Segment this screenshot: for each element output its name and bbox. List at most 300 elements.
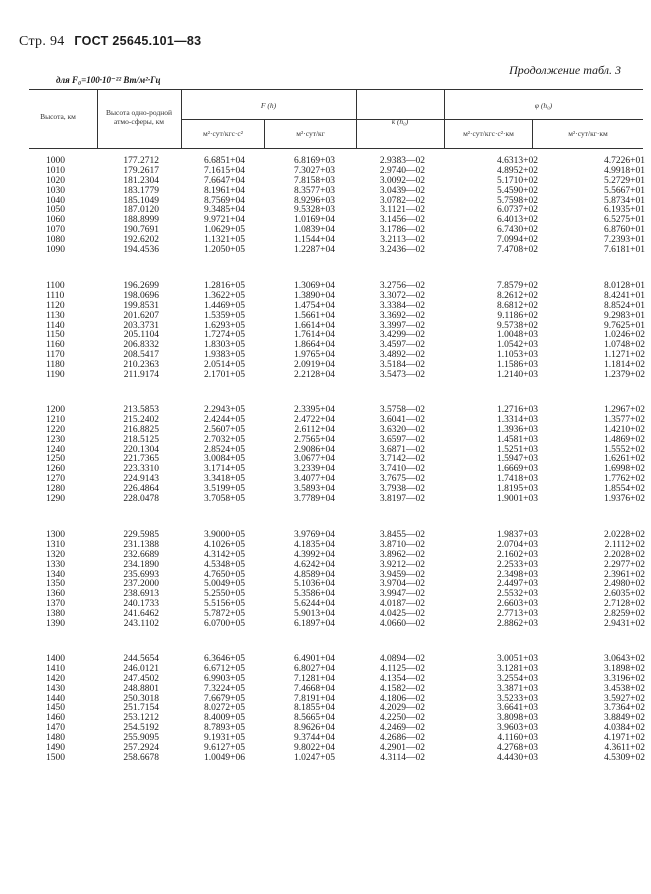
cell-height: 1000 <box>46 156 65 166</box>
cell-k: 3.9212—02 <box>379 559 425 570</box>
table-row <box>0 620 651 630</box>
cell-phi-kg: 1.0748+02 <box>604 340 645 351</box>
cell-phi-kgs: 2.1602+03 <box>497 549 538 560</box>
cell-F-kgs: 3.5199+05 <box>204 484 245 495</box>
table-row <box>0 371 651 381</box>
cell-height: 1270 <box>46 474 65 485</box>
cell-atm-height: 224.9143 <box>123 474 159 485</box>
cell-phi-kgs: 3.5233+03 <box>497 693 538 704</box>
cell-F-kgs: 1.5359+05 <box>204 310 245 321</box>
cell-phi-kgs: 3.8098+03 <box>497 713 538 724</box>
cell-F-kg: 1.8664+04 <box>294 340 335 351</box>
cell-F-kgs: 1.2816+05 <box>204 281 245 291</box>
cell-atm-height: 201.6207 <box>123 310 159 321</box>
cell-k: 3.7410—02 <box>379 464 425 475</box>
cell-F-kgs: 5.0049+05 <box>204 579 245 590</box>
cell-phi-kgs: 6.4013+02 <box>497 215 538 226</box>
table-condition: для F₀=100·10⁻²² Вт/м²·Гц <box>56 75 161 85</box>
cell-F-kgs: 7.3224+05 <box>204 683 245 694</box>
cell-F-kgs: 8.4009+05 <box>204 713 245 724</box>
cell-atm-height: 216.8825 <box>123 424 159 435</box>
table-continuation: Продолжение табл. 3 <box>509 63 621 77</box>
cell-k: 3.0782—02 <box>379 195 425 206</box>
cell-k: 2.9740—02 <box>379 165 425 176</box>
cell-k: 3.3692—02 <box>379 310 425 321</box>
cell-k: 3.0439—02 <box>379 185 425 196</box>
cell-phi-kgs: 4.1160+03 <box>497 733 538 744</box>
cell-height: 1450 <box>46 703 65 714</box>
cell-k: 4.1582—02 <box>379 683 425 694</box>
cell-F-kgs: 7.1615+04 <box>204 165 245 176</box>
cell-phi-kgs: 4.4430+03 <box>497 752 538 763</box>
cell-phi-kg: 2.4980+02 <box>604 579 645 590</box>
header-top-rule <box>29 89 643 90</box>
cell-phi-kgs: 1.4581+03 <box>497 434 538 445</box>
cell-F-kg: 2.2128+04 <box>294 370 335 381</box>
cell-height: 1080 <box>46 235 65 246</box>
cell-phi-kgs: 1.0542+03 <box>497 340 538 351</box>
cell-atm-height: 183.1779 <box>123 185 159 196</box>
cell-F-kg: 3.2339+04 <box>294 464 335 475</box>
cell-F-kg: 4.3992+04 <box>294 549 335 560</box>
cell-atm-height: 190.7691 <box>123 225 159 236</box>
cell-k: 4.3114—02 <box>380 752 425 763</box>
cell-phi-kgs: 7.0994+02 <box>497 235 538 246</box>
cell-k: 3.1786—02 <box>379 225 425 236</box>
cell-F-kg: 2.9086+04 <box>294 444 335 455</box>
cell-phi-kg: 2.2977+02 <box>604 559 645 570</box>
cell-phi-kgs: 1.2716+03 <box>497 405 538 415</box>
cell-F-kg: 1.0247+05 <box>294 752 335 763</box>
cell-height: 1190 <box>46 370 65 381</box>
standard-number: ГОСТ 25645.101—83 <box>74 34 202 48</box>
cell-F-kgs: 2.4244+05 <box>204 414 245 425</box>
col-header-atm-height: Высота одно-родной атмо-сферы, км <box>105 108 173 126</box>
cell-atm-height: 255.9095 <box>123 733 159 744</box>
cell-atm-height: 247.4502 <box>123 673 159 684</box>
header-divider <box>444 89 445 149</box>
cell-F-kgs: 4.3142+05 <box>204 549 245 560</box>
cell-phi-kg: 3.0643+02 <box>604 654 645 664</box>
header-divider <box>181 89 182 149</box>
cell-height: 1120 <box>46 300 65 311</box>
cell-atm-height: 203.3731 <box>123 320 159 331</box>
cell-height: 1110 <box>46 290 65 301</box>
cell-F-kgs: 6.6712+05 <box>204 663 245 674</box>
cell-k: 3.4892—02 <box>379 350 425 361</box>
table-row <box>0 495 651 505</box>
cell-F-kgs: 2.8524+05 <box>204 444 245 455</box>
cell-F-kgs: 3.9000+05 <box>204 530 245 540</box>
cell-F-kgs: 6.0700+05 <box>204 619 245 630</box>
cell-atm-height: 235.6993 <box>123 569 159 580</box>
cell-phi-kg: 3.3196+02 <box>604 673 645 684</box>
cell-height: 1500 <box>46 752 65 763</box>
cell-phi-kgs: 1.5947+03 <box>497 454 538 465</box>
cell-phi-kg: 1.6998+02 <box>604 464 645 475</box>
cell-F-kgs: 5.5156+05 <box>204 599 245 610</box>
cell-height: 1240 <box>46 444 65 455</box>
cell-phi-kgs: 1.0048+03 <box>497 330 538 341</box>
cell-k: 3.5758—02 <box>379 405 425 415</box>
cell-phi-kg: 2.3961+02 <box>604 569 645 580</box>
cell-F-kgs: 1.6293+05 <box>204 320 245 331</box>
cell-k: 3.3997—02 <box>379 320 425 331</box>
cell-F-kg: 8.5665+04 <box>294 713 335 724</box>
cell-F-kgs: 1.7274+05 <box>204 330 245 341</box>
cell-phi-kg: 1.2379+02 <box>604 370 645 381</box>
cell-phi-kgs: 7.8579+02 <box>497 281 538 291</box>
cell-F-kg: 3.9769+04 <box>294 530 335 540</box>
cell-phi-kgs: 1.8195+03 <box>497 484 538 495</box>
cell-height: 1460 <box>46 713 65 724</box>
cell-atm-height: 248.8801 <box>123 683 159 694</box>
cell-atm-height: 228.0478 <box>123 494 159 505</box>
cell-height: 1390 <box>46 619 65 630</box>
cell-height: 1290 <box>46 494 65 505</box>
cell-height: 1310 <box>46 539 65 550</box>
cell-atm-height: 218.5125 <box>123 434 159 445</box>
cell-atm-height: 210.2363 <box>123 360 159 371</box>
cell-k: 3.2436—02 <box>379 245 425 256</box>
cell-height: 1090 <box>46 245 65 256</box>
cell-F-kgs: 2.7032+05 <box>204 434 245 445</box>
cell-F-kg: 2.4722+04 <box>294 414 335 425</box>
cell-atm-height: 246.0121 <box>123 663 159 674</box>
cell-k: 4.1354—02 <box>379 673 425 684</box>
cell-height: 1200 <box>46 405 65 415</box>
table-row <box>0 754 651 764</box>
cell-atm-height: 205.1104 <box>123 330 159 341</box>
cell-F-kg: 8.9296+03 <box>294 195 335 206</box>
col-header-phi-unit2: м²·сут/кг·км <box>568 129 608 138</box>
cell-F-kg: 7.3027+03 <box>294 165 335 176</box>
cell-height: 1440 <box>46 693 65 704</box>
cell-phi-kg: 1.1814+02 <box>604 360 645 371</box>
cell-height: 1060 <box>46 215 65 226</box>
cell-phi-kgs: 1.1586+03 <box>497 360 538 371</box>
cell-height: 1070 <box>46 225 65 236</box>
cell-F-kg: 1.2287+04 <box>294 245 335 256</box>
cell-F-kg: 2.0919+04 <box>294 360 335 371</box>
cell-phi-kg: 5.5667+01 <box>604 185 645 196</box>
cell-phi-kg: 1.5552+02 <box>604 444 645 455</box>
page-header <box>19 34 201 50</box>
cell-phi-kg: 2.7128+02 <box>604 599 645 610</box>
cell-height: 1130 <box>46 310 65 321</box>
cell-phi-kg: 6.8760+01 <box>604 225 645 236</box>
cell-k: 3.3072—02 <box>379 290 425 301</box>
cell-F-kg: 1.4754+04 <box>294 300 335 311</box>
cell-height: 1410 <box>46 663 65 674</box>
cell-atm-height: 187.0120 <box>123 205 159 216</box>
cell-phi-kgs: 2.4497+03 <box>497 579 538 590</box>
cell-atm-height: 257.2924 <box>123 743 159 754</box>
cell-phi-kg: 1.9376+02 <box>604 494 645 505</box>
cell-F-kg: 5.9013+04 <box>294 609 335 620</box>
cell-atm-height: 194.4536 <box>123 245 159 256</box>
cell-k: 3.5184—02 <box>379 360 425 371</box>
cell-k: 4.1125—02 <box>380 663 425 674</box>
cell-height: 1480 <box>46 733 65 744</box>
header-divider <box>97 89 98 149</box>
cell-phi-kg: 1.8554+02 <box>604 484 645 495</box>
cell-phi-kgs: 3.1281+03 <box>497 663 538 674</box>
cell-k: 3.8962—02 <box>379 549 425 560</box>
cell-phi-kg: 8.4241+01 <box>604 290 645 301</box>
cell-F-kgs: 1.9383+05 <box>204 350 245 361</box>
cell-atm-height: 231.1388 <box>123 539 159 550</box>
cell-F-kg: 8.1855+04 <box>294 703 335 714</box>
cell-F-kg: 4.8589+04 <box>294 569 335 580</box>
cell-height: 1160 <box>46 340 65 351</box>
cell-height: 1430 <box>46 683 65 694</box>
cell-phi-kgs: 3.2554+03 <box>497 673 538 684</box>
cell-k: 3.7938—02 <box>379 484 425 495</box>
col-header-F: F (h) <box>260 101 277 110</box>
cell-phi-kg: 1.0246+02 <box>604 330 645 341</box>
cell-phi-kg: 5.8734+01 <box>604 195 645 206</box>
col-header-F-unit1: м²·сут/кгс·с² <box>203 129 243 138</box>
cell-atm-height: 208.5417 <box>123 350 159 361</box>
cell-phi-kgs: 3.6641+03 <box>497 703 538 714</box>
cell-height: 1180 <box>46 360 65 371</box>
cell-k: 3.2756—02 <box>379 281 425 291</box>
cell-k: 4.1806—02 <box>379 693 425 704</box>
cell-F-kgs: 1.3622+05 <box>204 290 245 301</box>
cell-k: 4.2686—02 <box>379 733 425 744</box>
cell-height: 1340 <box>46 569 65 580</box>
col-header-height: Высота, км <box>40 112 76 121</box>
cell-phi-kg: 3.7364+02 <box>604 703 645 714</box>
cell-k: 4.0187—02 <box>379 599 425 610</box>
cell-height: 1360 <box>46 589 65 600</box>
cell-F-kg: 1.9765+04 <box>294 350 335 361</box>
cell-phi-kg: 2.6035+02 <box>604 589 645 600</box>
cell-F-kg: 1.0169+04 <box>294 215 335 226</box>
cell-F-kgs: 9.3485+04 <box>204 205 245 216</box>
cell-k: 3.4597—02 <box>379 340 425 351</box>
cell-F-kgs: 2.1701+05 <box>204 370 245 381</box>
cell-phi-kgs: 2.5532+03 <box>497 589 538 600</box>
cell-phi-kg: 4.0384+02 <box>604 723 645 734</box>
cell-height: 1230 <box>46 434 65 445</box>
cell-F-kg: 5.1036+04 <box>294 579 335 590</box>
cell-phi-kg: 3.1898+02 <box>604 663 645 674</box>
cell-k: 4.0425—02 <box>379 609 425 620</box>
cell-phi-kgs: 2.3498+03 <box>497 569 538 580</box>
cell-F-kgs: 3.0084+05 <box>204 454 245 465</box>
cell-height: 1370 <box>46 599 65 610</box>
header-bottom-rule <box>29 148 643 149</box>
cell-phi-kgs: 2.8862+03 <box>497 619 538 630</box>
cell-k: 3.6871—02 <box>379 444 425 455</box>
cell-atm-height: 240.1733 <box>123 599 159 610</box>
cell-k: 2.9383—02 <box>379 156 425 166</box>
cell-phi-kgs: 5.4590+02 <box>497 185 538 196</box>
page-number: Стр. 94 <box>19 34 65 49</box>
cell-F-kg: 5.6244+04 <box>294 599 335 610</box>
cell-k: 3.9947—02 <box>379 589 425 600</box>
cell-F-kg: 6.8169+03 <box>294 156 335 166</box>
table-group-1400 <box>0 655 651 764</box>
cell-phi-kgs: 5.7598+02 <box>497 195 538 206</box>
cell-phi-kg: 2.8259+02 <box>604 609 645 620</box>
cell-F-kg: 3.4077+04 <box>294 474 335 485</box>
cell-height: 1400 <box>46 654 65 664</box>
cell-F-kgs: 1.0049+06 <box>204 752 245 763</box>
cell-atm-height: 179.2617 <box>123 165 159 176</box>
cell-F-kgs: 2.5607+05 <box>204 424 245 435</box>
cell-phi-kgs: 8.6812+02 <box>497 300 538 311</box>
table-group-1100 <box>0 282 651 381</box>
cell-F-kgs: 6.3646+05 <box>204 654 245 664</box>
cell-F-kgs: 6.9903+05 <box>204 673 245 684</box>
cell-k: 4.0660—02 <box>379 619 425 630</box>
cell-F-kg: 7.4668+04 <box>294 683 335 694</box>
cell-height: 1250 <box>46 454 65 465</box>
cell-atm-height: 251.7154 <box>123 703 159 714</box>
cell-F-kg: 4.1835+04 <box>294 539 335 550</box>
cell-phi-kg: 1.2967+02 <box>604 405 645 415</box>
cell-k: 3.7142—02 <box>379 454 425 465</box>
cell-phi-kg: 9.2983+01 <box>604 310 645 321</box>
cell-k: 3.6320—02 <box>379 424 425 435</box>
cell-F-kg: 3.7789+04 <box>294 494 335 505</box>
cell-phi-kgs: 8.2612+02 <box>497 290 538 301</box>
cell-k: 3.7675—02 <box>379 474 425 485</box>
cell-phi-kg: 1.6261+02 <box>604 454 645 465</box>
cell-height: 1300 <box>46 530 65 540</box>
cell-phi-kg: 2.2028+02 <box>604 549 645 560</box>
table-group-1300 <box>0 531 651 630</box>
cell-phi-kg: 1.7762+02 <box>604 474 645 485</box>
cell-F-kgs: 9.9721+04 <box>204 215 245 226</box>
cell-phi-kg: 7.6181+01 <box>604 245 645 256</box>
cell-phi-kgs: 1.5251+03 <box>497 444 538 455</box>
col-header-phi-unit1: м²·сут/кгс·с²·км <box>463 129 514 138</box>
cell-k: 3.6597—02 <box>379 434 425 445</box>
table-group-1000 <box>0 157 651 256</box>
cell-k: 3.1456—02 <box>379 215 425 226</box>
cell-k: 3.8197—02 <box>379 494 425 505</box>
cell-phi-kg: 4.3611+02 <box>604 743 645 754</box>
cell-phi-kg: 5.2729+01 <box>604 175 645 186</box>
cell-phi-kg: 1.3577+02 <box>604 414 645 425</box>
cell-phi-kgs: 1.7418+03 <box>497 474 538 485</box>
cell-F-kgs: 9.1931+05 <box>204 733 245 744</box>
cell-phi-kgs: 1.2140+03 <box>497 370 538 381</box>
cell-phi-kgs: 2.7713+03 <box>497 609 538 620</box>
cell-k: 3.5473—02 <box>379 370 425 381</box>
cell-F-kgs: 5.2550+05 <box>204 589 245 600</box>
cell-phi-kgs: 2.0704+03 <box>497 539 538 550</box>
cell-F-kg: 8.3577+03 <box>294 185 335 196</box>
cell-height: 1380 <box>46 609 65 620</box>
cell-phi-kg: 9.7625+01 <box>604 320 645 331</box>
cell-F-kgs: 7.6679+05 <box>204 693 245 704</box>
cell-phi-kg: 1.4210+02 <box>604 424 645 435</box>
cell-F-kgs: 8.7893+05 <box>204 723 245 734</box>
cell-height: 1020 <box>46 175 65 186</box>
cell-phi-kgs: 1.9001+03 <box>497 494 538 505</box>
cell-phi-kgs: 9.5738+02 <box>497 320 538 331</box>
cell-F-kgs: 2.0514+05 <box>204 360 245 371</box>
cell-k: 4.2901—02 <box>379 743 425 754</box>
cell-height: 1050 <box>46 205 65 216</box>
cell-atm-height: 181.2304 <box>123 175 159 186</box>
cell-phi-kgs: 3.3871+03 <box>497 683 538 694</box>
cell-F-kg: 1.0839+04 <box>294 225 335 236</box>
cell-k: 3.8710—02 <box>379 539 425 550</box>
cell-height: 1030 <box>46 185 65 196</box>
cell-phi-kgs: 1.3936+03 <box>497 424 538 435</box>
cell-F-kg: 2.7565+04 <box>294 434 335 445</box>
cell-F-kg: 8.9626+04 <box>294 723 335 734</box>
cell-atm-height: 220.1304 <box>123 444 159 455</box>
cell-phi-kg: 6.5275+01 <box>604 215 645 226</box>
col-header-F-unit2: м²·сут/кг <box>296 129 325 138</box>
cell-phi-kgs: 3.9603+03 <box>497 723 538 734</box>
cell-k: 4.2029—02 <box>379 703 425 714</box>
cell-height: 1220 <box>46 424 65 435</box>
cell-k: 3.4299—02 <box>379 330 425 341</box>
cell-k: 3.3384—02 <box>379 300 425 311</box>
cell-F-kg: 7.8158+03 <box>294 175 335 186</box>
cell-height: 1260 <box>46 464 65 475</box>
cell-phi-kgs: 1.9837+03 <box>497 530 538 540</box>
table-group-1200 <box>0 406 651 505</box>
cell-height: 1490 <box>46 743 65 754</box>
cell-F-kg: 2.3395+04 <box>294 405 335 415</box>
cell-atm-height: 253.1212 <box>123 713 159 724</box>
cell-atm-height: 192.6202 <box>123 235 159 246</box>
cell-phi-kg: 8.8524+01 <box>604 300 645 311</box>
cell-F-kg: 4.6242+04 <box>294 559 335 570</box>
cell-F-kgs: 9.6127+05 <box>204 743 245 754</box>
cell-k: 3.6041—02 <box>379 414 425 425</box>
cell-height: 1150 <box>46 330 65 341</box>
cell-F-kg: 9.3744+04 <box>294 733 335 744</box>
cell-F-kg: 6.8027+04 <box>294 663 335 674</box>
cell-F-kg: 1.7614+04 <box>294 330 335 341</box>
cell-phi-kg: 4.5309+02 <box>604 752 645 763</box>
cell-k: 3.0092—02 <box>379 175 425 186</box>
cell-height: 1040 <box>46 195 65 206</box>
cell-phi-kg: 3.4538+02 <box>604 683 645 694</box>
cell-atm-height: 226.4864 <box>123 484 159 495</box>
cell-F-kgs: 1.8303+05 <box>204 340 245 351</box>
cell-F-kgs: 1.2050+05 <box>204 245 245 256</box>
cell-atm-height: 206.8332 <box>123 340 159 351</box>
cell-atm-height: 254.5192 <box>123 723 159 734</box>
cell-phi-kg: 7.2393+01 <box>604 235 645 246</box>
cell-atm-height: 238.6913 <box>123 589 159 600</box>
cell-atm-height: 221.7365 <box>123 454 159 465</box>
cell-F-kg: 1.5661+04 <box>294 310 335 321</box>
cell-height: 1420 <box>46 673 65 684</box>
cell-k: 4.0894—02 <box>379 654 425 664</box>
cell-atm-height: 215.2402 <box>123 414 159 425</box>
cell-atm-height: 237.2000 <box>123 579 159 590</box>
cell-atm-height: 188.8999 <box>123 215 159 226</box>
cell-F-kgs: 1.0629+05 <box>204 225 245 236</box>
cell-phi-kg: 2.0228+02 <box>604 530 645 540</box>
cell-phi-kg: 3.8849+02 <box>604 713 645 724</box>
cell-F-kg: 1.3890+04 <box>294 290 335 301</box>
cell-atm-height: 243.1102 <box>123 619 159 630</box>
cell-atm-height: 244.5654 <box>123 654 159 664</box>
